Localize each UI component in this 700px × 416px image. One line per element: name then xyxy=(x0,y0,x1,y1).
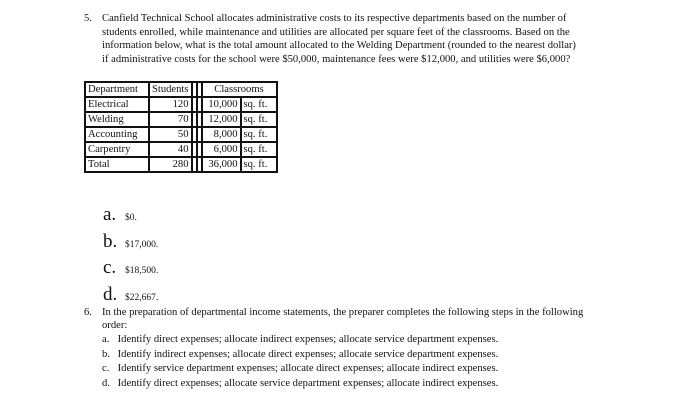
question-6-text-line: In the preparation of departmental income statements, the preparer completes the following steps in the following xyxy=(102,307,584,318)
question-6-text-line: order: xyxy=(102,320,128,332)
cell-unit: sq. ft. xyxy=(241,127,277,142)
option-text: $22,667. xyxy=(125,292,159,303)
cell-department: Electrical xyxy=(85,97,149,112)
cell-department: Accounting xyxy=(85,127,149,142)
option-letter: d. xyxy=(103,283,118,305)
question-5-options xyxy=(103,204,158,310)
option-b[interactable] xyxy=(103,231,158,258)
table-row xyxy=(85,157,277,172)
cell-area: 36,000 xyxy=(202,157,241,172)
option-d[interactable] xyxy=(102,377,644,392)
option-letter: c. xyxy=(102,363,110,375)
cell-unit: sq. ft. xyxy=(241,157,277,172)
question-6-number: 6. xyxy=(84,307,92,318)
question-5 xyxy=(84,12,644,66)
question-5-stem xyxy=(84,12,644,66)
cell-unit: sq. ft. xyxy=(241,97,277,112)
header-department: Department xyxy=(85,82,149,97)
option-a[interactable] xyxy=(103,204,158,231)
table-row xyxy=(85,142,277,157)
option-text: Identify service department expenses; allocate direct expenses; allocate indirect expenses. xyxy=(117,363,499,375)
cell-area: 10,000 xyxy=(202,97,241,112)
department-table xyxy=(84,81,278,173)
cell-students: 40 xyxy=(149,142,192,157)
option-text: $0. xyxy=(125,213,137,223)
cell-students: 70 xyxy=(149,112,192,127)
question-5-number: 5. xyxy=(84,13,92,24)
option-text: Identify direct expenses; allocate service department expenses; allocate indirect expenses. xyxy=(117,378,499,390)
option-letter: b. xyxy=(103,230,118,252)
cell-area: 6,000 xyxy=(202,142,241,157)
option-c[interactable] xyxy=(102,362,644,377)
question-5-text-line: Canfield Technical School allocates administrative costs to its respective departments based on the number of xyxy=(102,13,567,24)
table-row xyxy=(85,112,277,127)
option-letter: a. xyxy=(102,333,110,345)
table-row xyxy=(85,97,277,112)
cell-unit: sq. ft. xyxy=(241,112,277,127)
option-text: Identify direct expenses; allocate indirect expenses; allocate service department expenses. xyxy=(117,333,499,345)
question-6-options xyxy=(84,333,644,392)
question-5-line-1 xyxy=(84,12,644,26)
option-letter: b. xyxy=(102,348,110,360)
option-letter: d. xyxy=(102,378,110,390)
question-5-text-line: if administrative costs for the school were $50,000, maintenance fees were $12,000, and utilities were $6,000? xyxy=(102,53,571,65)
question-6-stem xyxy=(84,306,644,333)
option-b[interactable] xyxy=(102,348,644,363)
cell-area: 12,000 xyxy=(202,112,241,127)
cell-unit: sq. ft. xyxy=(241,142,277,157)
cell-area: 8,000 xyxy=(202,127,241,142)
cell-department: Carpentry xyxy=(85,142,149,157)
option-letter: c. xyxy=(103,257,117,278)
question-6 xyxy=(84,306,644,392)
option-c[interactable] xyxy=(103,257,158,284)
cell-department: Welding xyxy=(85,112,149,127)
cell-students: 120 xyxy=(149,97,192,112)
table-row xyxy=(85,127,277,142)
option-text: $18,500. xyxy=(125,266,159,276)
cell-students: 50 xyxy=(149,127,192,142)
header-students: Students xyxy=(149,82,192,97)
cell-department: Total xyxy=(85,157,149,172)
option-letter: a. xyxy=(103,204,117,225)
option-a[interactable] xyxy=(102,333,644,348)
question-5-text-line: students enrolled, while maintenance and utilities are allocated per square feet of the classrooms. Based on the xyxy=(102,26,570,38)
table-header-row xyxy=(85,82,277,97)
cell-students: 280 xyxy=(149,157,192,172)
option-text: Identify indirect expenses; allocate direct expenses; allocate service department expenses. xyxy=(117,348,499,360)
header-classrooms: Classrooms xyxy=(202,82,277,97)
question-5-text-line: information below, what is the total amount allocated to the Welding Department (rounded to the nearest dollar) xyxy=(102,40,576,52)
option-text: $17,000. xyxy=(125,239,159,250)
